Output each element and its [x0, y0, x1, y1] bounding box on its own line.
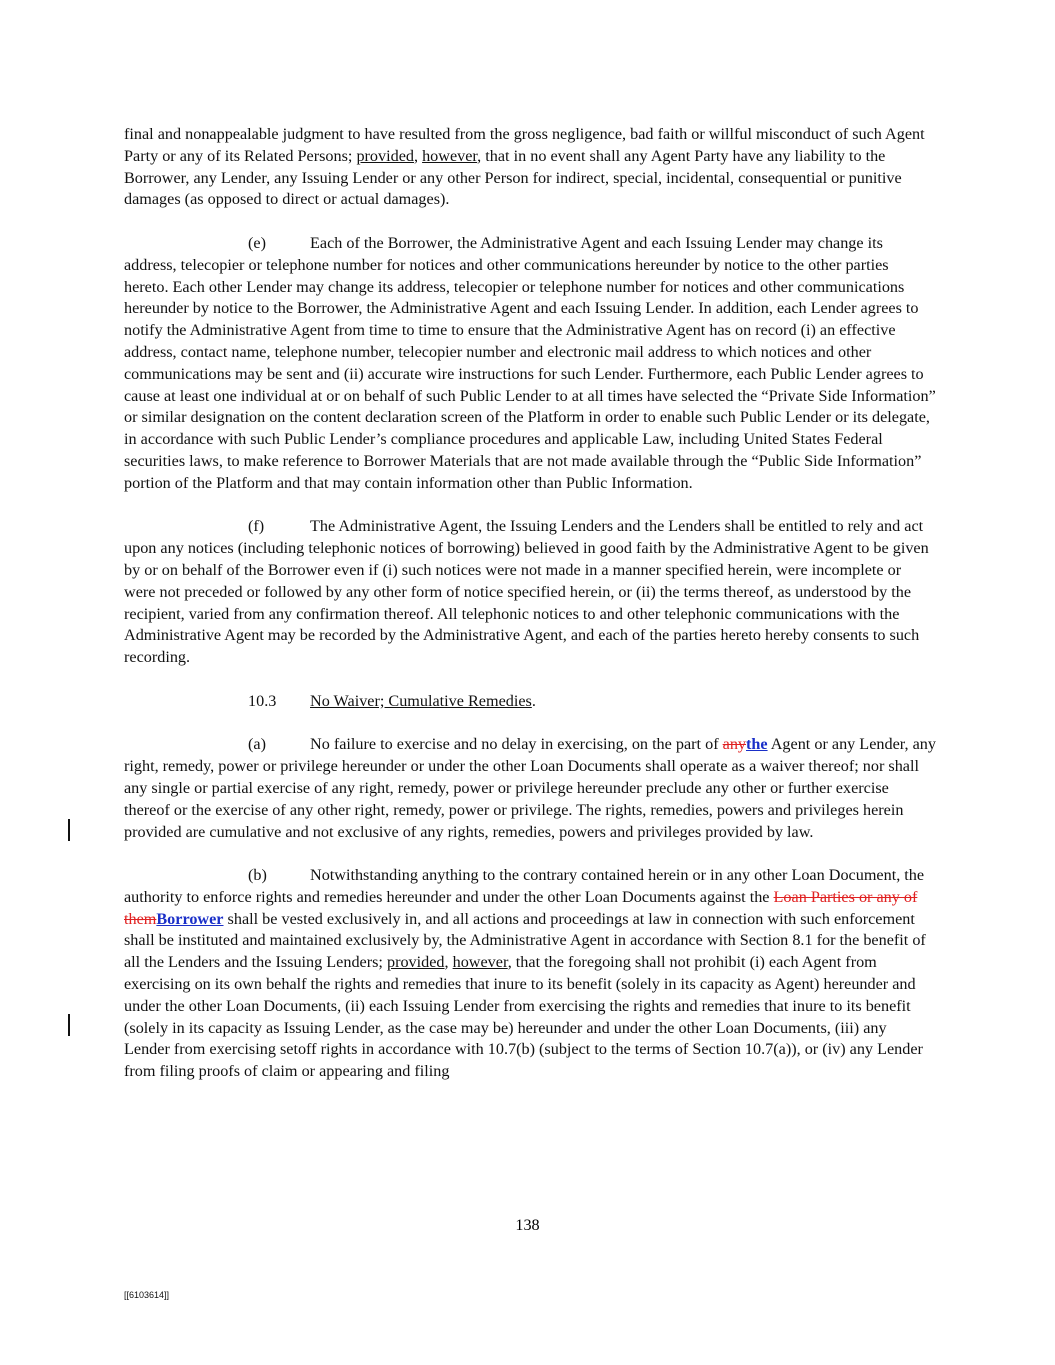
paragraph-label: (f): [248, 517, 265, 536]
document-body: [124, 124, 936, 1105]
provided-term: provided: [356, 146, 414, 165]
paragraph-continuation: final and nonappealable judgment to have resulted from the gross negligence, bad faith or willful misconduct of such Agent Party or any of its Related Persons; provided, however, that in no event shall any Agent Party have any liability to the Borrower, any Lender, any Issuing Lender or any other Person for indirect, special, incidental, consequential or punitive damages (as opposed to direct or actual damages).: [124, 125, 925, 209]
paragraph-a: (a) No failure to exercise and no delay in exercising, on the part of anythe Agent or any Lender, any right, remedy, power or privilege hereunder or under the other Loan Documents shall operate as a waiver thereof; nor shall any single or partial exercise of any right, remedy, power or privilege hereunder preclude any other or further exercise thereof or the exercise of any other right, remedy, power or privilege. The rights, remedies, powers and privileges herein provided are cumulative and not exclusive of any rights, remedies, powers and privileges provided by law.: [124, 735, 936, 841]
inserted-text: the: [746, 735, 768, 754]
deleted-text: any: [722, 735, 747, 754]
page-number: 138: [515, 1216, 540, 1234]
paragraph-label: (e): [248, 233, 266, 252]
paragraph-f: (f) The Administrative Agent, the Issuing Lenders and the Lenders shall be entitled to rely and act upon any notices (including telephonic notices of borrowing) believed in good faith by the Administrative Agent to be given by or on behalf of the Borrower even if (i) such notices were not made in a manner specified herein, were incomplete or were not preceded or followed by any other form of notice specified herein, or (ii) the terms thereof, as understood by the recipient, varied from any confirmation thereof. All telephonic notices to and other telephonic communications with the Administrative Agent may be recorded by the Administrative Agent, and each of the parties hereto hereby consents to such recording.: [124, 517, 929, 667]
paragraph-e: (e) Each of the Borrower, the Administrative Agent and each Issuing Lender may change its address, telecopier or telephone number for notices and other communications hereunder by notice to the other parties hereto. Each other Lender may change its address, telecopier or telephone number for notices and other communications hereunder by notice to the Borrower, the Administrative Agent and each Issuing Lender. In addition, each Lender agrees to notify the Administrative Agent from time to time to ensure that the Administrative Agent has on record (i) an effective address, contact name, telephone number, telecopier number and electronic mail address to which notices and other communications may be sent and (ii) accurate wire instructions for such Lender. Furthermore, each Public Lender agrees to cause at least one individual at or on behalf of such Public Lender to at all times have selected the “Private Side Information” or similar designation on the content declaration screen of the Platform in order to enable such Public Lender or its delegate, in accordance with such Public Lender’s compliance procedures and applicable Law, including United States Federal securities laws, to make reference to Borrower Materials that are not made available through the “Public Side Information” portion of the Platform and that may contain information other than Public Information.: [124, 233, 936, 492]
footer-document-id: [[6103614]]: [124, 1290, 170, 1300]
section-heading: 10.3 No Waiver; Cumulative Remedies.: [124, 691, 936, 713]
section-title: No Waiver; Cumulative Remedies: [310, 691, 532, 710]
change-bar: [68, 819, 70, 841]
paragraph-label: (b): [248, 866, 267, 885]
however-term: however: [422, 146, 478, 165]
however-term: however: [452, 953, 508, 972]
section-number: 10.3: [248, 691, 277, 710]
deleted-text: Loan Parties or any of them: [124, 887, 918, 928]
paragraph-b: (b) Notwithstanding anything to the contrary contained herein or in any other Loan Document, the authority to enforce rights and remedies hereunder and under the other Loan Documents against the Loan Parties or any of themBorrower shall be vested exclusively in, and all actions and proceedings at law in connection with such enforcement shall be instituted and maintained exclusively by, the Administrative Agent in accordance with Section 8.1 for the benefit of all the Lenders and the Issuing Lenders; provided, however, that the foregoing shall not prohibit (i) each Agent from exercising on its own behalf the rights and remedies that inure to its benefit (solely in its capacity as Agent) hereunder and under the other Loan Documents, (ii) each Issuing Lender from exercising the rights and remedies that inure to its benefit (solely in its capacity as Issuing Lender, as the case may be) hereunder and under the other Loan Documents, (iii) any Lender from exercising setoff rights in accordance with 10.7(b) (subject to the terms of Section 10.7(a)), or (iv) any Lender from filing proofs of claim or appearing and filing: [124, 866, 926, 1081]
inserted-text: Borrower: [156, 909, 224, 928]
paragraph-label: (a): [248, 735, 266, 754]
change-bar: [68, 1014, 70, 1036]
provided-term: provided: [386, 953, 445, 972]
